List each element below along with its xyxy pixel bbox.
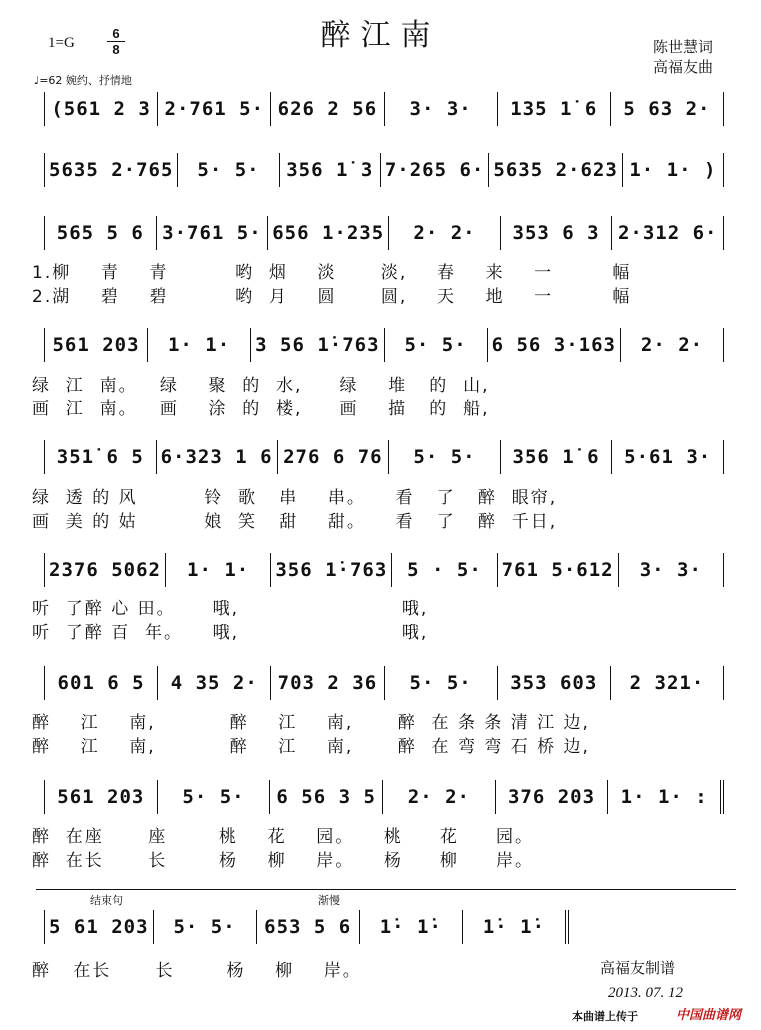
measure: 5· 5· — [385, 666, 498, 700]
measure: 276 6 76 — [278, 440, 390, 474]
meter-bottom: 8 — [112, 42, 120, 57]
score-row — [44, 440, 724, 474]
ending-label: 结束句 — [90, 894, 123, 907]
measure: 1̇· 1̇· — [463, 910, 569, 944]
measure: 6·323 1 6 — [157, 440, 278, 474]
measure: 7·265 6· — [381, 153, 490, 187]
measure: 2·761 5· — [158, 92, 271, 126]
measure: 376 203 — [496, 780, 609, 814]
measure: 5 61 203 — [44, 910, 154, 944]
lyric-line: 醉 在长 长 杨 柳 岸。 杨 柳 岸。 — [32, 851, 534, 871]
measure: 356 1̇ 3 — [280, 153, 381, 187]
key-signature: 1=G — [48, 35, 75, 51]
measure: 1· 1· — [148, 328, 251, 362]
measure: 5· 5· — [154, 910, 257, 944]
measure: 2· 2· — [383, 780, 496, 814]
measure: 1· 1· ) — [623, 153, 724, 187]
score-row — [44, 666, 724, 700]
measure: 653 5 6 — [257, 910, 360, 944]
measure: 3·761 5· — [157, 216, 269, 250]
measure: 5 · 5· — [392, 553, 497, 587]
measure: 353 603 — [498, 666, 611, 700]
measure: 2376 5062 — [44, 553, 166, 587]
lyric-line: 2.湖 碧 碧 哟 月 圆 圆, 天 地 一 幅 — [32, 287, 632, 307]
lyric-line: 醉 江 南, 醉 江 南, 醉 在 弯 弯 石 桥 边, — [32, 737, 590, 757]
measure: 356 1̇·763 — [271, 553, 392, 587]
measure: (561 2 3 — [44, 92, 158, 126]
measure: 656 1·235 — [268, 216, 389, 250]
meter-top: 6 — [112, 26, 120, 41]
score-row — [44, 153, 724, 187]
measure: 5· 5· — [385, 328, 488, 362]
measure: 351̇ 6 5 — [44, 440, 157, 474]
measure: 5· 5· — [158, 780, 271, 814]
score-date: 2013. 07. 12 — [608, 985, 683, 1001]
score-row — [44, 910, 569, 944]
measure: 356 1̇ 6 — [501, 440, 613, 474]
tempo-marking: ♩=62 婉约、抒情地 — [34, 74, 132, 87]
measure: 601 6 5 — [44, 666, 158, 700]
lyric-line: 听 了醉 心 田。 哦, 哦, — [32, 599, 429, 619]
lyric-line: 画 美 的 姑 娘 笑 甜 甜。 看 了 醉 千日, — [32, 512, 558, 532]
slowing-label: 渐慢 — [318, 894, 340, 907]
lyric-line: 画 江 南。 画 涂 的 楼, 画 描 的 船, — [32, 399, 490, 419]
lyric-line: 醉 江 南, 醉 江 南, 醉 在 条 条 清 江 边, — [32, 713, 590, 733]
lyric-line: 绿 透 的 风 铃 歌 串 串。 看 了 醉 眼帘, — [32, 488, 558, 508]
lyric-line: 醉 在座 座 桃 花 园。 桃 花 园。 — [32, 827, 534, 847]
measure: 4 35 2· — [158, 666, 271, 700]
measure: 6 56 3·163 — [488, 328, 621, 362]
measure: 3· 3· — [385, 92, 498, 126]
measure: 353 6 3 — [501, 216, 613, 250]
measure: 1· 1· — [166, 553, 271, 587]
measure: 703 2 36 — [271, 666, 384, 700]
measure: 561 203 — [44, 780, 158, 814]
measure: 2· 2· — [621, 328, 724, 362]
lyricist-credit: 陈世慧词 — [652, 38, 713, 56]
composer-credit: 高福友曲 — [652, 58, 713, 76]
time-signature — [107, 27, 125, 56]
score-row — [44, 216, 724, 250]
measure: 6 56 3 5 — [270, 780, 383, 814]
score-row — [44, 780, 724, 814]
lyric-line: 绿 江 南。 绿 聚 的 水, 绿 堆 的 山, — [32, 376, 490, 396]
measure: 5 63 2· — [611, 92, 724, 126]
measure: 5·61 3· — [612, 440, 724, 474]
measure: 561 203 — [44, 328, 148, 362]
measure: 5· 5· — [178, 153, 279, 187]
measure: 2 321· — [611, 666, 724, 700]
site-logo: 中国曲谱网 — [676, 1008, 742, 1023]
lyric-line: 醉 在长 长 杨 柳 岸。 — [32, 961, 362, 981]
measure: 565 5 6 — [44, 216, 157, 250]
measure: 1̇· 1̇· — [360, 910, 463, 944]
measure: 3 56 1̇·763 — [251, 328, 384, 362]
measure: 5635 2·765 — [44, 153, 178, 187]
measure: 3· 3· — [619, 553, 724, 587]
upload-note: 本曲谱上传于 — [572, 1010, 638, 1023]
measure: 2·312 6· — [612, 216, 724, 250]
lyric-line: 1.柳 青 青 哟 烟 淡 淡, 春 来 一 幅 — [32, 263, 632, 283]
score-row — [44, 92, 724, 126]
measure: 761 5·612 — [498, 553, 619, 587]
measure: 626 2 56 — [271, 92, 384, 126]
measure: 5635 2·623 — [489, 153, 622, 187]
score-row — [44, 553, 724, 587]
ending-bracket — [36, 889, 736, 891]
measure: 135 1̇ 6 — [498, 92, 611, 126]
lyric-line: 听 了醉 百 年。 哦, 哦, — [32, 623, 429, 643]
score-row — [44, 328, 724, 362]
score-maker: 高福友制谱 — [600, 959, 676, 977]
measure: 5· 5· — [389, 440, 501, 474]
measure: 1· 1· : — [608, 780, 724, 814]
measure: 2· 2· — [389, 216, 501, 250]
song-title: 醉江南 — [320, 18, 441, 53]
